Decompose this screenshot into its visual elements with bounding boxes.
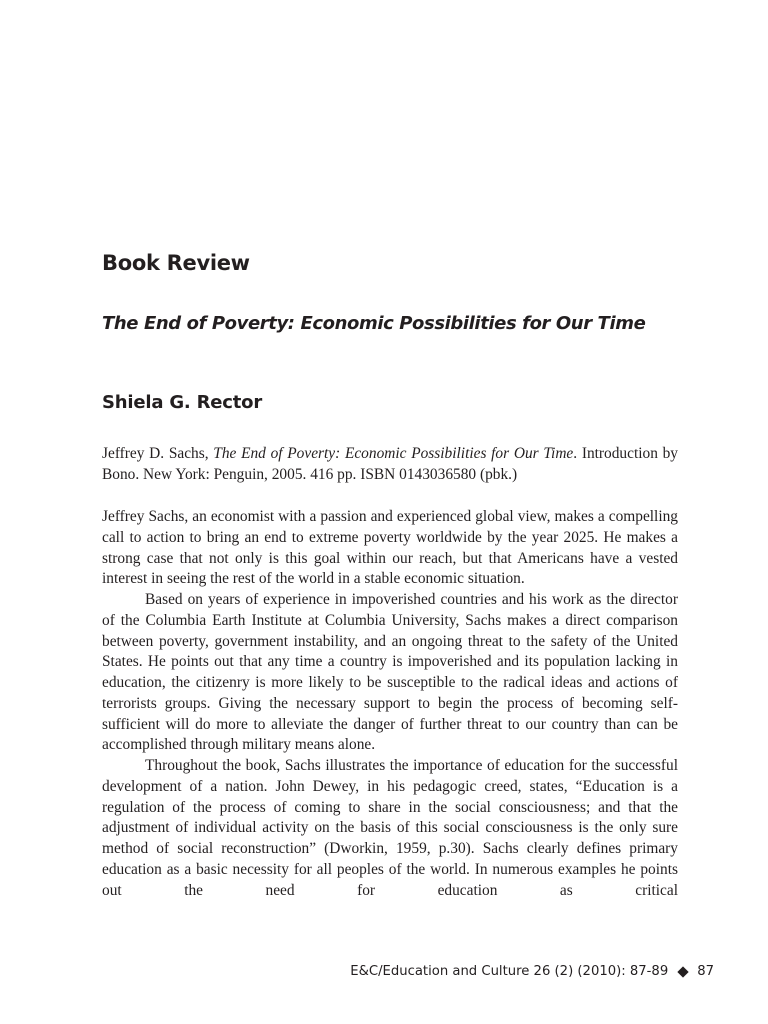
review-body [102, 507, 678, 901]
citation-prefix: Jeffrey D. Sachs, [102, 445, 214, 462]
citation-title: The End of Poverty: Economic Possibilities for Our Time [213, 445, 574, 462]
citation-suffix: . Introduction by Bono. New York: Penguin, 2005. 416 pp. ISBN 0143036580 (pbk.) [102, 445, 678, 483]
section-heading: Book Review [102, 251, 250, 275]
book-title: The End of Poverty: Economic Possibilities for Our Time [102, 313, 646, 334]
author-name: Shiela G. Rector [102, 392, 263, 413]
book-citation [102, 444, 678, 486]
journal-citation: E&C/Education and Culture 26 (2) (2010): 87-89 [350, 964, 669, 979]
page-footer [350, 964, 714, 979]
body-paragraph-3: Throughout the book, Sachs illustrates the importance of education for the successful development of a nation. John Dewey, in his pedagogic creed, states, “Education is a regulation of the process of coming to share in the social consciousness; and that the adjustment of individual activity on the basis of this social consciousness is the only sure method of social reconstruction” (Dworkin, 1959, p.30). Sachs clearly defines primary education as a basic necessity for all peoples of the world. In numerous examples he points out the need for education as critical [102, 757, 678, 899]
page-number: 87 [697, 964, 714, 979]
body-paragraph-2: Based on years of experience in impoverished countries and his work as the director of the Columbia Earth Institute at Columbia University, Sachs makes a direct comparison between poverty, government instability, and an ongoing threat to the safety of the United States. He points out that any time a country is impoverished and its population lacking in education, the citizenry is more likely to be susceptible to the radical ideas and actions of terrorists groups. Giving the necessary support to begin the process of becoming self-sufficient will do more to alleviate the danger of further threat to our country than can be accomplished through military means alone. [102, 591, 678, 754]
diamond-icon [678, 966, 689, 977]
body-paragraph-1: Jeffrey Sachs, an economist with a passion and experienced global view, makes a compelling call to action to bring an end to extreme poverty worldwide by the year 2025. He makes a strong case that not only is this goal within our reach, but that Americans have a vested interest in seeing the rest of the world in a stable economic situation. [102, 508, 678, 588]
